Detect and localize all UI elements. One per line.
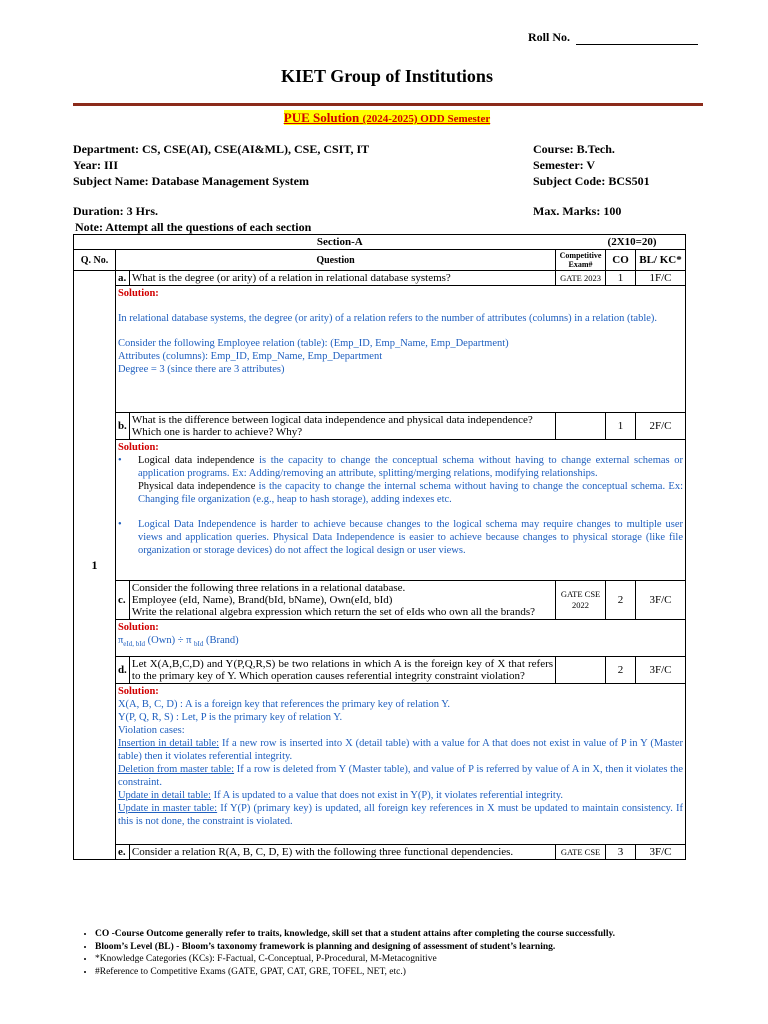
solution-c [115, 620, 685, 657]
solution-text: If a new row is inserted into X (detail table) with a value for A that does not exist in value of P in Y (Master table) then it violates referential integrity. [117, 738, 683, 762]
solution-text: In relational database systems, the degree (or arity) of a relation refers to the number of attributes (columns) in a relation (table). [117, 313, 658, 324]
solution-row [74, 684, 686, 845]
bl-value: 2F/C [636, 413, 686, 440]
exam-ref: GATE CSE 2022 [556, 581, 606, 620]
department: Department: CS, CSE(AI), CSE(AI&ML), CSE, CSIT, IT [73, 142, 370, 156]
bullet-item [118, 518, 683, 557]
course: Course: B.Tech. [533, 142, 615, 156]
solution-label: Solution: [117, 686, 159, 697]
case-label: Update in master table: [117, 803, 218, 814]
case-label: Deletion from master table: [117, 764, 235, 775]
solution-text: is the capacity to change the conceptual schema without having to change external schemas or application programs. Ex: Adding/removing an attribute, splitting/merging relations, modifying relationships. [137, 455, 684, 479]
question-text: Write the relational algebra expression which return the set of eIds who own all the brands? [131, 606, 535, 618]
section-a-table [73, 234, 686, 860]
question-row [74, 657, 686, 684]
relational-algebra-expression [118, 634, 683, 651]
solution-text: Consider the following Employee relation (table): (Emp_ID, Emp_Name, Emp_Department) [117, 338, 509, 349]
expr-part: (Brand) [203, 635, 239, 646]
solution-text: If A is updated to a value that does not exist in Y(P), it violates referential integrity. [210, 790, 564, 801]
question-header: Question [115, 250, 555, 271]
bullet-item [118, 454, 683, 506]
solution-d [115, 684, 685, 845]
solution-text: Attributes (columns): Emp_ID, Emp_Name, Emp_Department [117, 351, 383, 362]
duration: Duration: 3 Hrs. [73, 204, 158, 218]
solution-a [115, 286, 685, 413]
solution-label: Solution: [117, 288, 159, 299]
case-label: Insertion in detail table: [117, 738, 220, 749]
question-id: d. [115, 657, 129, 684]
pue-heading [0, 110, 768, 126]
question-id: b. [115, 413, 129, 440]
question-row [74, 581, 686, 620]
section-title: Section-A [74, 235, 606, 250]
exam-ref: GATE CSE [556, 845, 606, 860]
solution-text: Logical Data Independence is harder to achieve because changes to the logical schema may require changes to multiple user views and application queries. Physical Data Independence is easier to achieve because changes to physical storage (like file organization or storage devices) do not affect the logical design or user views. [137, 519, 683, 556]
solution-text: Degree = 3 (since there are 3 attributes) [117, 364, 285, 375]
solution-label: Solution: [117, 442, 159, 453]
term: Logical data independence [137, 455, 255, 466]
question-text: Consider the following three relations in a relational database. [131, 582, 406, 594]
bl-header: BL/ KC* [636, 250, 686, 271]
question-text: Consider a relation R(A, B, C, D, E) with the following three functional dependencies. [129, 845, 555, 860]
bullet-icon: • [117, 519, 122, 530]
year: Year: III [73, 158, 118, 172]
question-row [74, 413, 686, 440]
footnotes [75, 928, 615, 978]
exam-ref [556, 413, 606, 440]
institution-title: KIET Group of Institutions [281, 66, 493, 86]
question-id: e. [115, 845, 129, 860]
co-value: 1 [606, 413, 636, 440]
footnote-bl: • Bloom’s Level (BL) - Bloom’s taxonomy framework is planning and designing of assessment of student’s learning. [95, 941, 615, 954]
meta-right [533, 141, 650, 189]
pi-symbol: π [117, 635, 124, 646]
exam-ref [556, 657, 606, 684]
solution-text: X(A, B, C, D) : A is a foreign key that references the primary key of relation Y. [117, 699, 451, 710]
pue-year-semester: (2024-2025) ODD Semester [362, 113, 491, 125]
bl-value: 3F/C [636, 657, 686, 684]
question-id: a. [115, 271, 129, 286]
roll-label: Roll No. [528, 30, 570, 44]
question-text: What is the degree (or arity) of a relation in relational database systems? [129, 271, 555, 286]
solution-row [74, 620, 686, 657]
max-marks: Max. Marks: 100 [533, 204, 622, 218]
header-divider [73, 103, 703, 106]
solution-text: If Y(P) (primary key) is updated, all foreign key references in X must be updated to maintain consistency. If this is not done, the constraint is violated. [117, 803, 683, 827]
meta-left [73, 141, 369, 189]
question-text-block [129, 581, 555, 620]
qno-header: Q. No. [74, 250, 116, 271]
solution-row [74, 440, 686, 581]
subject-name: Subject Name: Database Management System [73, 174, 309, 188]
bl-value: 1F/C [636, 271, 686, 286]
exam-header: Competitive Exam# [556, 250, 606, 271]
solution-b [115, 440, 685, 581]
term: Physical data independence [137, 481, 256, 492]
question-number: 1 [74, 271, 116, 860]
question-text: Employee (eId, Name), Brand(bId, bName), Own(eId, bId) [131, 594, 393, 606]
co-header: CO [606, 250, 636, 271]
subject-code: Subject Code: BCS501 [533, 174, 650, 188]
question-text: What is the difference between logical data independence and physical data independence? Which one is harder to achieve? Why? [129, 413, 555, 440]
solution-text: is the capacity to change the internal schema without having to change the conceptual schema. Ex: Changing file organization (e.g., heap to hash storage), adding indexes etc. [137, 481, 683, 505]
bl-value: 3F/C [636, 845, 686, 860]
co-value: 2 [606, 581, 636, 620]
footnote-co: • CO -Course Outcome generally refer to traits, knowledge, skill set that a student attains after completing the course successfully. [95, 928, 615, 941]
section-header-row [74, 235, 686, 250]
expr-part: (Own) ÷ π [145, 635, 195, 646]
solution-label: Solution: [117, 622, 159, 633]
solution-text: Y(P, Q, R, S) : Let, P is the primary key of relation Y. [117, 712, 343, 723]
question-row [74, 271, 686, 286]
projection-attrs: eId, bId [123, 640, 146, 649]
roll-number-field [528, 30, 698, 45]
column-header-row [74, 250, 686, 271]
question-text: Let X(A,B,C,D) and Y(P,Q,R,S) be two relations in which A is the foreign key of X that refers to the primary key of Y. Which operation causes referential integrity constraint violation? [129, 657, 555, 684]
solution-text: Violation cases: [117, 725, 185, 736]
bullet-icon: • [117, 455, 122, 466]
roll-blank-line [576, 32, 698, 45]
co-value: 1 [606, 271, 636, 286]
co-value: 2 [606, 657, 636, 684]
footnote-kc: • *Knowledge Categories (KCs): F-Factual, C-Conceptual, P-Procedural, M-Metacognitive [95, 953, 615, 966]
solution-text: If a row is deleted from Y (Master table), and value of P is referred by value of A in X, then it violates the constraint. [117, 764, 683, 788]
case-label: Update in detail table: [117, 790, 211, 801]
question-row [74, 845, 686, 860]
section-marks: (2X10=20) [606, 235, 686, 250]
question-id: c. [115, 581, 129, 620]
pue-title: PUE Solution [283, 110, 360, 125]
instructions-note: Note: Attempt all the questions of each section [75, 220, 312, 234]
semester: Semester: V [533, 158, 596, 172]
projection-attrs: bId [194, 640, 204, 649]
footnote-exams: • #Reference to Competitive Exams (GATE, GPAT, CAT, GRE, TOFEL, NET, etc.) [95, 966, 615, 979]
bl-value: 3F/C [636, 581, 686, 620]
solution-row [74, 286, 686, 413]
co-value: 3 [606, 845, 636, 860]
exam-ref: GATE 2023 [556, 271, 606, 286]
